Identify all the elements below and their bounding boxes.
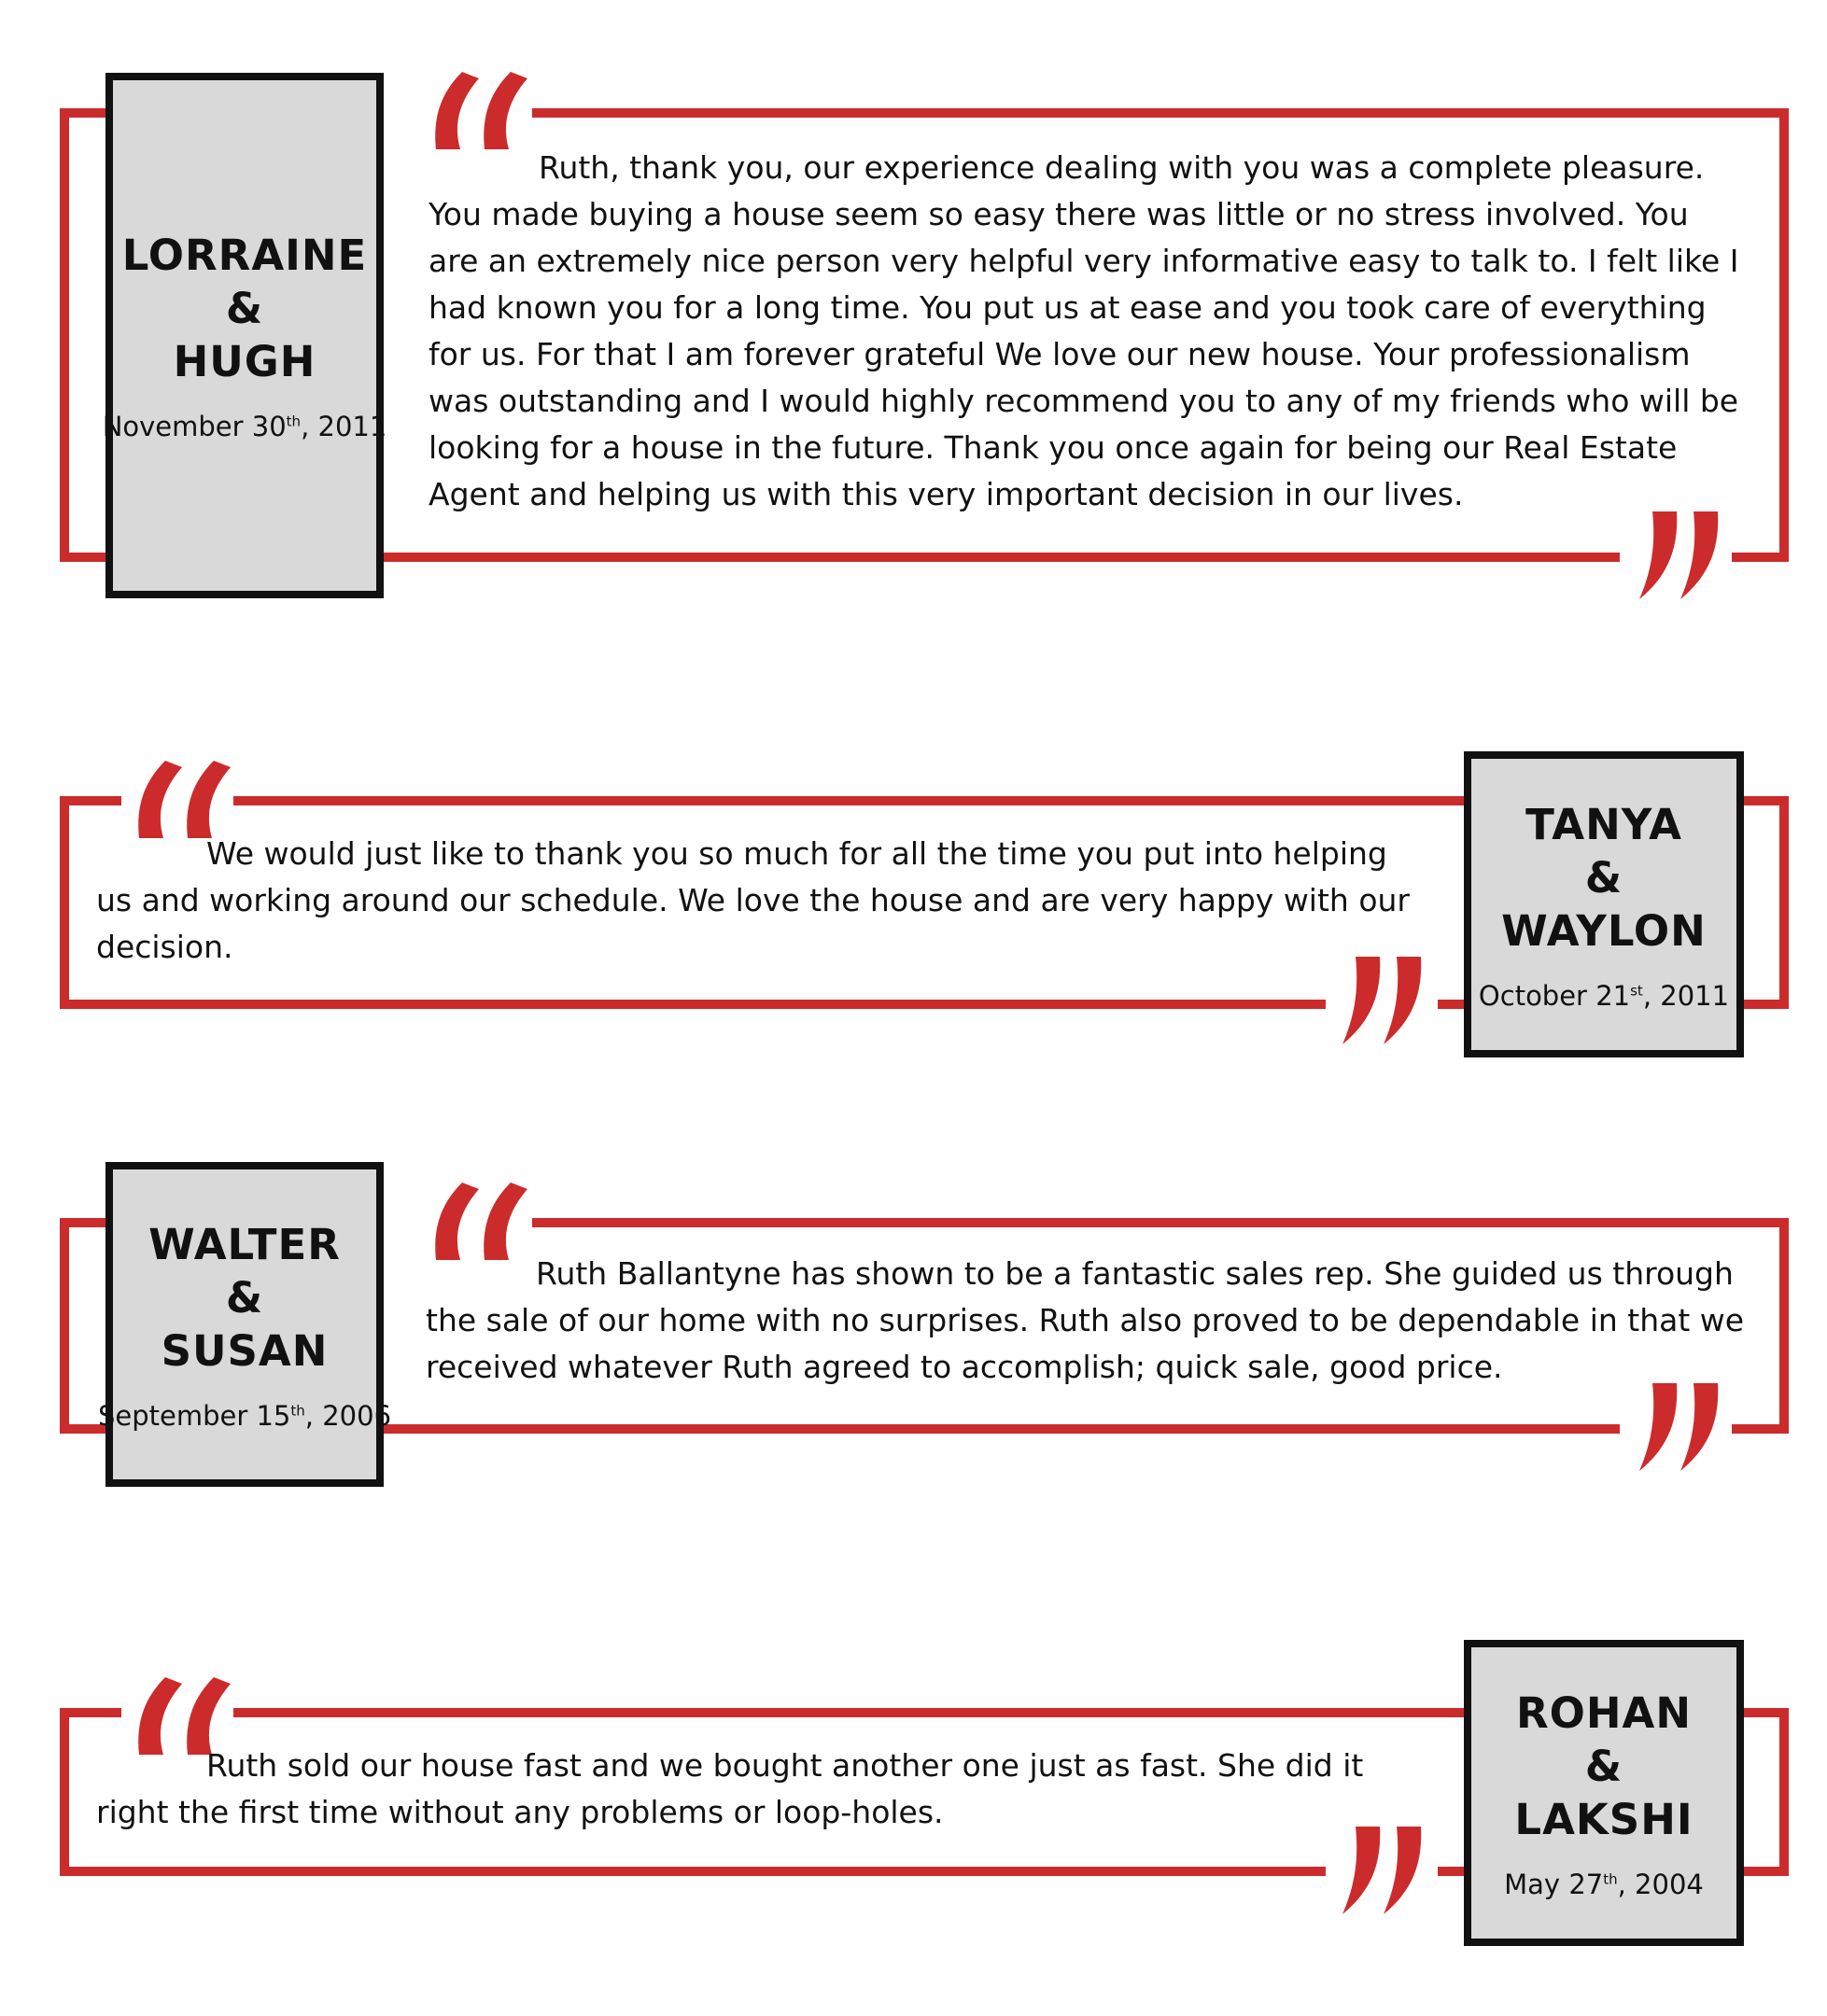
author-names: WALTER & SUSAN (148, 1219, 341, 1376)
testimonial-text: Ruth Ballantyne has shown to be a fantastic sales rep. She guided us through the sale of our home with no surprises. Ruth also proved to be dependable in that we received whatever Ruth agreed to accomplish; quick sale, good price. (426, 1255, 1745, 1385)
author-names: LORRAINE & HUGH (121, 231, 368, 386)
testimonial-text: Ruth, thank you, our experience dealing with you was a complete pleasure. You made buying a house seem so easy there was little or no stress involved. You are an extremely nice person very helpful very informative easy to talk to. I felt like I had known you for a long time. You put us at ease and you took care of everything for us. For that I am forever grateful We love our new house. Your professionalism was outstanding and I would highly recommend you to any of my friends who will be looking for a house in the future. Thank you once again for being our Real Estate Agent and helping us with this very important decision in our lives. (429, 149, 1739, 512)
testimonial-text: Ruth sold our house fast and we bought another one just as fast. She did it right the first time without any problems or loop-holes. (96, 1747, 1364, 1830)
author-names: TANYA & WAYLON (1501, 799, 1707, 956)
testimonial-date: November 30th, 2011 (102, 411, 387, 442)
author-names: ROHAN & LAKSHI (1514, 1687, 1693, 1844)
testimonial-date: May 27th, 2004 (1504, 1868, 1704, 1900)
close-quote-icon (1335, 1825, 1428, 1918)
author-card (1464, 1640, 1744, 1946)
testimonial-text: We would just like to thank you so much for all the time you put into helping us and working around our schedule. We love the house and are very happy with our decision. (96, 835, 1410, 965)
testimonial-date: October 21st, 2011 (1478, 979, 1730, 1012)
testimonial-date: September 15th, 2006 (97, 1399, 392, 1432)
